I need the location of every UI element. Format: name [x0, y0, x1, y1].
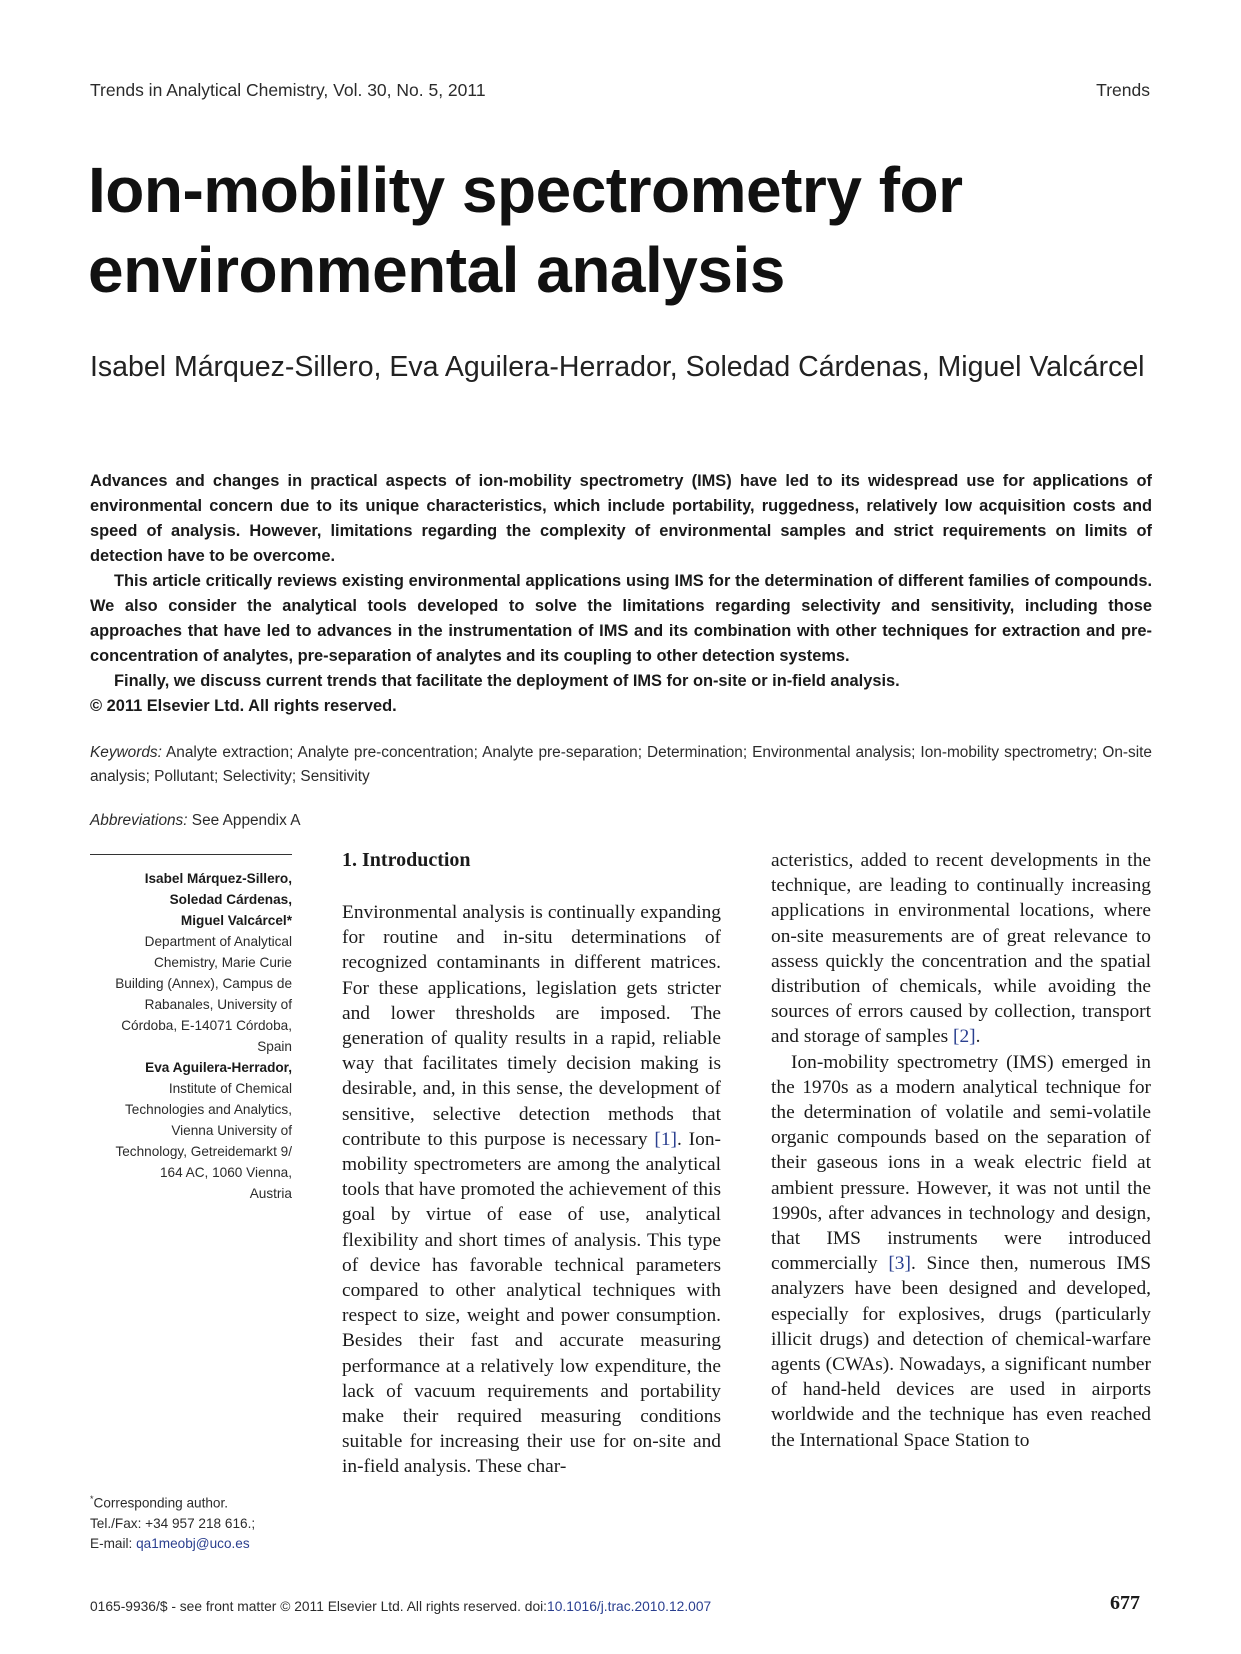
corresponding-author-note [90, 1489, 300, 1554]
doi-link[interactable]: 10.1016/j.trac.2010.12.007 [547, 1599, 712, 1614]
affiliation-address-line: Technologies and Analytics, [124, 1102, 292, 1117]
affiliation-author-name: Miguel Valcárcel* [180, 913, 292, 928]
section-label: Trends [1096, 80, 1150, 100]
affiliation-address-line: 164 AC, 1060 Vienna, [159, 1165, 292, 1180]
affiliation-address-line: Rabanales, University of [144, 997, 292, 1012]
abstract-paragraph-1: Advances and changes in practical aspects of ion-mobility spectrometry (IMS) have led to its widespread use for applications of environmental concern due to its unique characteristics, which include portability, ruggedness, relatively low acquisition costs and speed of analysis. However, limitations regarding the complexity of environmental samples and strict requirements on limits of detection have to be overcome. [90, 472, 1152, 565]
citation-link-2[interactable]: [2] [953, 1026, 976, 1048]
abbreviations-label: Abbreviations: [90, 812, 188, 829]
affiliation-address-line: Córdoba, E-14071 Córdoba, [121, 1018, 292, 1033]
article-title: Ion-mobility spectrometry for environmental analysis [88, 154, 963, 306]
introduction-paragraph-1-part-a: Environmental analysis is continually expanding for routine and in-situ determinations of recognized contaminants in different matrices. For these applications, legislation gets stricter and lower thresholds are imposed. The generation of quality results in a rapid, reliable way that facilitates timely decision making is desirable, and, in this sense, the development of sensitive, selective detection methods that contribute to this purpose is necessary [1]. Ion-mobility spectrometers are among the analytical tools that have promoted the achievement of this goal by virtue of ease of use, analytical flexibility and short times of analysis. This type of device has favorable technical parameters compared to other analytical techniques with respect to size, weight and power consumption. Besides their fast and accurate measuring performance at a relatively low expenditure, the lack of vacuum requirements and portability make their required measuring conditions suitable for increasing their use for on-site and in-field analysis. These char- [342, 902, 721, 1478]
affiliations-sidebar [90, 868, 292, 1204]
citation-link-1[interactable]: [1] [654, 1128, 677, 1150]
email-link[interactable]: qa1meobj@uco.es [136, 1535, 250, 1551]
abbreviations [90, 812, 301, 830]
introduction-paragraph-2: Ion-mobility spectrometry (IMS) emerged in the 1970s as a modern analytical technique for the determination of volatile and semi-volatile organic compounds based on the separation of their gaseous ions in a weak electric field at ambient pressure. However, it was not until the 1990s, after advances in technology and design, that IMS instruments were introduced commercially [3]. Since then, numerous IMS analyzers have been designed and developed, especially for explosives, drugs (particularly illicit drugs) and detection of chemical-warfare agents (CWAs). Nowadays, a significant number of hand-held devices are used in airports worldwide and the technique has even reached the International Space Station to [771, 1051, 1152, 1451]
running-head [90, 80, 1150, 101]
affiliation-address-line: Vienna University of [171, 1123, 292, 1138]
introduction-paragraph-1-continued: acteristics, added to recent developments in the technique, are leading to continually increasing applications in environmental locations, where on-site measurements are of great relevance to assess quickly the concentration and the spatial distribution of chemicals, while avoiding the sources of errors caused by collection, transport and storage of samples [2]. [771, 850, 1151, 1048]
affiliation-author-name: Isabel Márquez-Sillero, [144, 871, 292, 886]
affiliation-address-line: Technology, Getreidemarkt 9/ [115, 1144, 292, 1159]
corresponding-author-phone: Tel./Fax: +34 957 218 616.; [90, 1515, 256, 1531]
affiliation-address-line: Chemistry, Marie Curie [154, 955, 292, 970]
abbreviations-text: See Appendix A [187, 812, 301, 829]
affiliation-author-name: Eva Aguilera-Herrador, [145, 1060, 292, 1075]
keywords-label: Keywords: [90, 744, 162, 761]
abstract [90, 469, 1152, 719]
copyright-notice: © 2011 Elsevier Ltd. All rights reserved. [90, 697, 397, 715]
affiliation-address-line: Austria [249, 1186, 292, 1201]
footer-copyright: 0165-9936/$ - see front matter © 2011 Elsevier Ltd. All rights reserved. doi:10.1016/j.trac.2010.12.007 [90, 1599, 712, 1614]
corresponding-author-label: *Corresponding author. [90, 1494, 229, 1511]
author-list: Isabel Márquez-Sillero, Eva Aguilera-Herrador, Soledad Cárdenas, Miguel Valcárcel [90, 351, 1145, 383]
keywords [90, 741, 1152, 789]
page-number: 677 [1110, 1592, 1140, 1614]
affiliation-address-line: Department of Analytical [144, 934, 292, 949]
body-column-left [342, 848, 721, 1480]
section-heading: 1. Introduction [342, 849, 471, 871]
journal-citation: Trends in Analytical Chemistry, Vol. 30, No. 5, 2011 [90, 80, 486, 100]
corresponding-author-email-line: E-mail: qa1meobj@uco.es [90, 1535, 250, 1551]
citation-link-3[interactable]: [3] [888, 1253, 911, 1275]
affiliation-author-name: Soledad Cárdenas, [169, 892, 292, 907]
affiliation-address-line: Building (Annex), Campus de [115, 976, 292, 991]
affiliation-address-line: Institute of Chemical [168, 1081, 292, 1096]
abstract-paragraph-2: This article critically reviews existing environmental applications using IMS for the determination of different families of compounds. We also consider the analytical tools developed to solve the limitations regarding selectivity and sensitivity, including those approaches that have led to advances in the instrumentation of IMS and its combination with other techniques for extraction and pre-concentration of analytes, pre-separation of analytes and its coupling to other detection systems. [90, 572, 1152, 665]
keywords-text: Analyte extraction; Analyte pre-concentration; Analyte pre-separation; Determination; Environmental analysis; Ion-mobility spectrometry; On-site analysis; Pollutant; Selectivity; Sensitivity [90, 744, 1152, 785]
affiliation-address-line: Spain [257, 1039, 292, 1054]
footnote-mark: * [90, 1494, 94, 1504]
abstract-paragraph-3: Finally, we discuss current trends that facilitate the deployment of IMS for on-site or in-field analysis. [114, 672, 900, 690]
body-column-right [771, 848, 1151, 1453]
sidebar-divider [90, 854, 292, 855]
